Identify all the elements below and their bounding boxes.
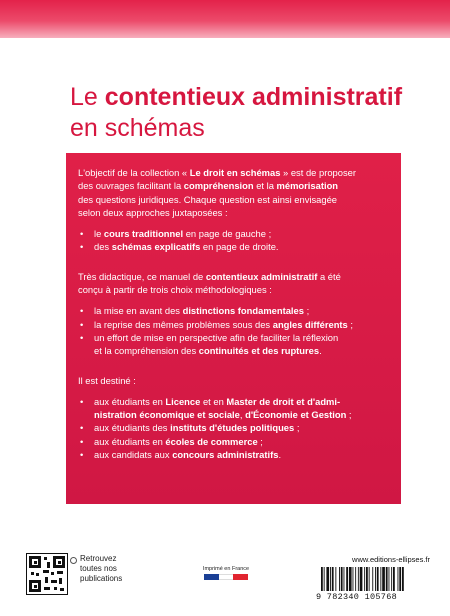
method-line-2: conçu à partir de trois choix méthodologiques : bbox=[78, 284, 272, 296]
barcode-bar bbox=[339, 567, 340, 591]
barcode-bar bbox=[389, 567, 390, 591]
list-item: • un effort de mise en perspective afin de faciliter la réflexion et la compréhension des continuités et des ruptures. bbox=[78, 331, 389, 358]
barcode-bar bbox=[382, 567, 385, 591]
barcode-bar bbox=[366, 567, 368, 591]
list-item: • la mise en avant des distinctions fondamentales ; bbox=[78, 304, 389, 317]
intro-line-2: des ouvrages facilitant la compréhension et la mémorisation bbox=[78, 180, 339, 192]
french-flag-icon bbox=[204, 574, 248, 580]
retrouvez-line-3: publications bbox=[80, 574, 123, 583]
barcode-bar bbox=[346, 567, 348, 591]
book-title bbox=[70, 82, 430, 144]
barcode-bar bbox=[380, 567, 381, 591]
approaches-list bbox=[78, 227, 389, 254]
method-line-1: Très didactique, ce manuel de contentieux administratif a été bbox=[78, 270, 341, 282]
qr-code-icon[interactable] bbox=[26, 553, 68, 595]
list-item: • la reprise des mêmes problèmes sous des angles différents ; bbox=[78, 318, 389, 331]
title-line-1 bbox=[70, 83, 402, 111]
barcode-icon bbox=[321, 567, 429, 591]
barcode-bar bbox=[344, 567, 345, 591]
audience-heading: Il est destiné : bbox=[78, 374, 136, 386]
list-item: • aux étudiants des instituts d'études politiques ; bbox=[78, 421, 389, 434]
barcode-bar bbox=[332, 567, 334, 591]
flag-white bbox=[219, 574, 234, 580]
title-prefix: Le bbox=[70, 83, 105, 111]
description-panel bbox=[66, 153, 401, 504]
publisher-website[interactable]: www.editions-ellipses.fr bbox=[352, 555, 430, 564]
printed-in-france bbox=[196, 566, 256, 580]
retrouvez-line-2: toutes nos bbox=[80, 564, 117, 573]
flag-red bbox=[233, 574, 248, 580]
barcode-bar bbox=[358, 567, 359, 591]
title-bold: contentieux administratif bbox=[104, 83, 403, 111]
barcode-bar bbox=[399, 567, 401, 591]
circle-arrow-icon bbox=[70, 557, 77, 564]
barcode-bar bbox=[369, 567, 370, 591]
barcode-bar bbox=[402, 567, 404, 591]
barcode-bar bbox=[321, 567, 323, 591]
barcode-bar bbox=[349, 567, 352, 591]
barcode-bar bbox=[398, 567, 399, 591]
list-item: • aux candidats aux concours administratifs. bbox=[78, 448, 389, 461]
isbn-number: 9 782340 105768 bbox=[316, 592, 398, 602]
title-line-2: en schémas bbox=[70, 114, 205, 142]
barcode-bar bbox=[335, 567, 336, 591]
retrouvez-line-1: Retrouvez bbox=[80, 554, 117, 563]
barcode-bar bbox=[377, 567, 379, 591]
barcode-bar bbox=[355, 567, 356, 591]
retrouvez-publications[interactable] bbox=[80, 554, 140, 584]
barcode-bar bbox=[375, 567, 376, 591]
list-item: • le cours traditionnel en page de gauche ; bbox=[78, 227, 389, 240]
barcode-bar bbox=[360, 567, 363, 591]
barcode-bar bbox=[372, 567, 373, 591]
barcode-bar bbox=[324, 567, 325, 591]
intro-line-1: L'objectif de la collection « Le droit en schémas » est de proposer bbox=[78, 167, 356, 178]
intro-line-4: selon deux approches juxtaposées : bbox=[78, 206, 228, 218]
intro-line-3: des questions juridiques. Chaque question est ainsi envisagée bbox=[78, 193, 338, 205]
audience-list bbox=[78, 395, 389, 461]
barcode-bar bbox=[391, 567, 392, 591]
barcode-bar bbox=[353, 567, 354, 591]
barcode-bar bbox=[386, 567, 388, 591]
list-item: • aux étudiants en Licence et en Master de droit et d'admi- nistration économique et sociale, d'Économie et Gestion ; bbox=[78, 395, 389, 422]
flag-blue bbox=[204, 574, 219, 580]
choices-list bbox=[78, 304, 389, 357]
barcode-bar bbox=[341, 567, 343, 591]
top-color-band bbox=[0, 0, 450, 38]
printed-label: Imprimé en France bbox=[202, 566, 250, 572]
list-item: • aux étudiants en écoles de commerce ; bbox=[78, 435, 389, 448]
barcode-bar bbox=[330, 567, 331, 591]
barcode-bar bbox=[326, 567, 329, 591]
list-item: • des schémas explicatifs en page de droite. bbox=[78, 240, 389, 253]
barcode-bar bbox=[393, 567, 395, 591]
barcode-bar bbox=[364, 567, 365, 591]
